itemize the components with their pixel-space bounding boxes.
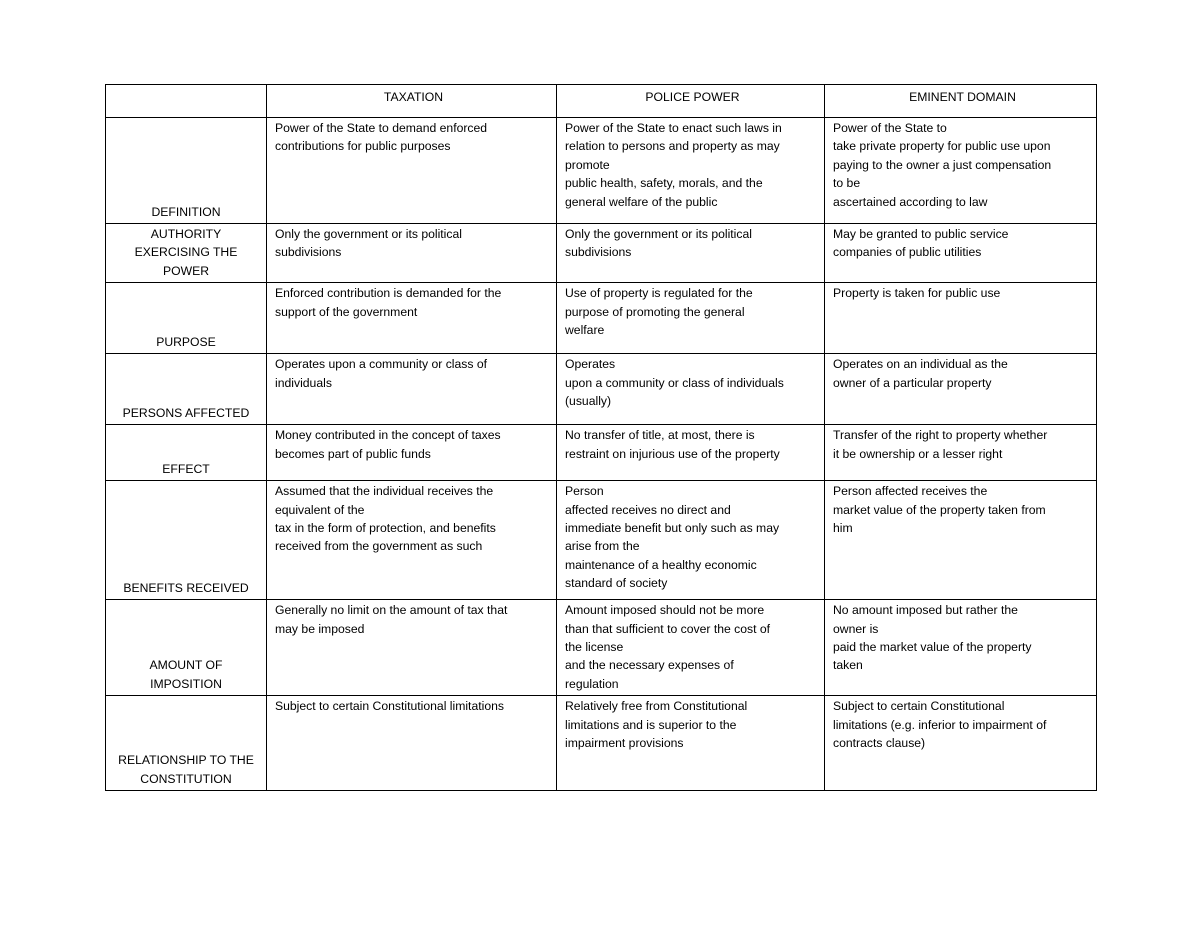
table-row bbox=[106, 425, 1097, 481]
cell-authority-police-power: Only the government or its political subdivisions bbox=[557, 224, 825, 283]
row-label-relationship-to-constitution: RELATIONSHIP TO THE CONSTITUTION bbox=[106, 696, 267, 791]
row-label-authority: AUTHORITY EXERCISING THE POWER bbox=[106, 224, 267, 283]
row-label-purpose: PURPOSE bbox=[106, 283, 267, 354]
table-row bbox=[106, 283, 1097, 354]
cell-effect-taxation: Money contributed in the concept of taxes becomes part of public funds bbox=[267, 425, 557, 481]
cell-definition-eminent-domain: Power of the State to take private property for public use upon paying to the owner a just compensation to be ascertained according to law bbox=[825, 118, 1097, 224]
cell-relationship-eminent-domain: Subject to certain Constitutional limitations (e.g. inferior to impairment of contracts clause) bbox=[825, 696, 1097, 791]
cell-benefits-taxation: Assumed that the individual receives the equivalent of the tax in the form of protection, and benefits received from the government as such bbox=[267, 481, 557, 600]
row-label-benefits-received: BENEFITS RECEIVED bbox=[106, 481, 267, 600]
row-label-persons-affected: PERSONS AFFECTED bbox=[106, 354, 267, 425]
cell-purpose-taxation: Enforced contribution is demanded for the support of the government bbox=[267, 283, 557, 354]
row-label-definition: DEFINITION bbox=[106, 118, 267, 224]
header-taxation: TAXATION bbox=[267, 85, 557, 118]
header-eminent-domain: EMINENT DOMAIN bbox=[825, 85, 1097, 118]
cell-authority-eminent-domain: May be granted to public service companies of public utilities bbox=[825, 224, 1097, 283]
cell-persons-affected-taxation: Operates upon a community or class of individuals bbox=[267, 354, 557, 425]
cell-relationship-police-power: Relatively free from Constitutional limitations and is superior to the impairment provisions bbox=[557, 696, 825, 791]
cell-amount-eminent-domain: No amount imposed but rather the owner is paid the market value of the property taken bbox=[825, 600, 1097, 696]
cell-persons-affected-eminent-domain: Operates on an individual as the owner of a particular property bbox=[825, 354, 1097, 425]
cell-persons-affected-police-power: Operates upon a community or class of individuals (usually) bbox=[557, 354, 825, 425]
row-label-effect: EFFECT bbox=[106, 425, 267, 481]
comparison-table bbox=[105, 84, 1097, 791]
cell-amount-taxation: Generally no limit on the amount of tax that may be imposed bbox=[267, 600, 557, 696]
table-row bbox=[106, 224, 1097, 283]
cell-amount-police-power: Amount imposed should not be more than that sufficient to cover the cost of the license and the necessary expenses of regulation bbox=[557, 600, 825, 696]
cell-benefits-eminent-domain: Person affected receives the market value of the property taken from him bbox=[825, 481, 1097, 600]
table-row bbox=[106, 354, 1097, 425]
table-row bbox=[106, 696, 1097, 791]
row-label-amount-of-imposition: AMOUNT OF IMPOSITION bbox=[106, 600, 267, 696]
header-blank-cell bbox=[106, 85, 267, 118]
cell-effect-police-power: No transfer of title, at most, there is restraint on injurious use of the property bbox=[557, 425, 825, 481]
table-header-row bbox=[106, 85, 1097, 118]
cell-definition-police-power: Power of the State to enact such laws in relation to persons and property as may promote public health, safety, morals, and the general welfare of the public bbox=[557, 118, 825, 224]
cell-definition-taxation: Power of the State to demand enforced contributions for public purposes bbox=[267, 118, 557, 224]
header-police-power: POLICE POWER bbox=[557, 85, 825, 118]
cell-authority-taxation: Only the government or its political subdivisions bbox=[267, 224, 557, 283]
cell-benefits-police-power: Person affected receives no direct and immediate benefit but only such as may arise from the maintenance of a healthy economic standard of society bbox=[557, 481, 825, 600]
cell-purpose-police-power: Use of property is regulated for the purpose of promoting the general welfare bbox=[557, 283, 825, 354]
cell-purpose-eminent-domain: Property is taken for public use bbox=[825, 283, 1097, 354]
table-row bbox=[106, 481, 1097, 600]
cell-effect-eminent-domain: Transfer of the right to property whether it be ownership or a lesser right bbox=[825, 425, 1097, 481]
table-row bbox=[106, 118, 1097, 224]
cell-relationship-taxation: Subject to certain Constitutional limitations bbox=[267, 696, 557, 791]
table-row bbox=[106, 600, 1097, 696]
